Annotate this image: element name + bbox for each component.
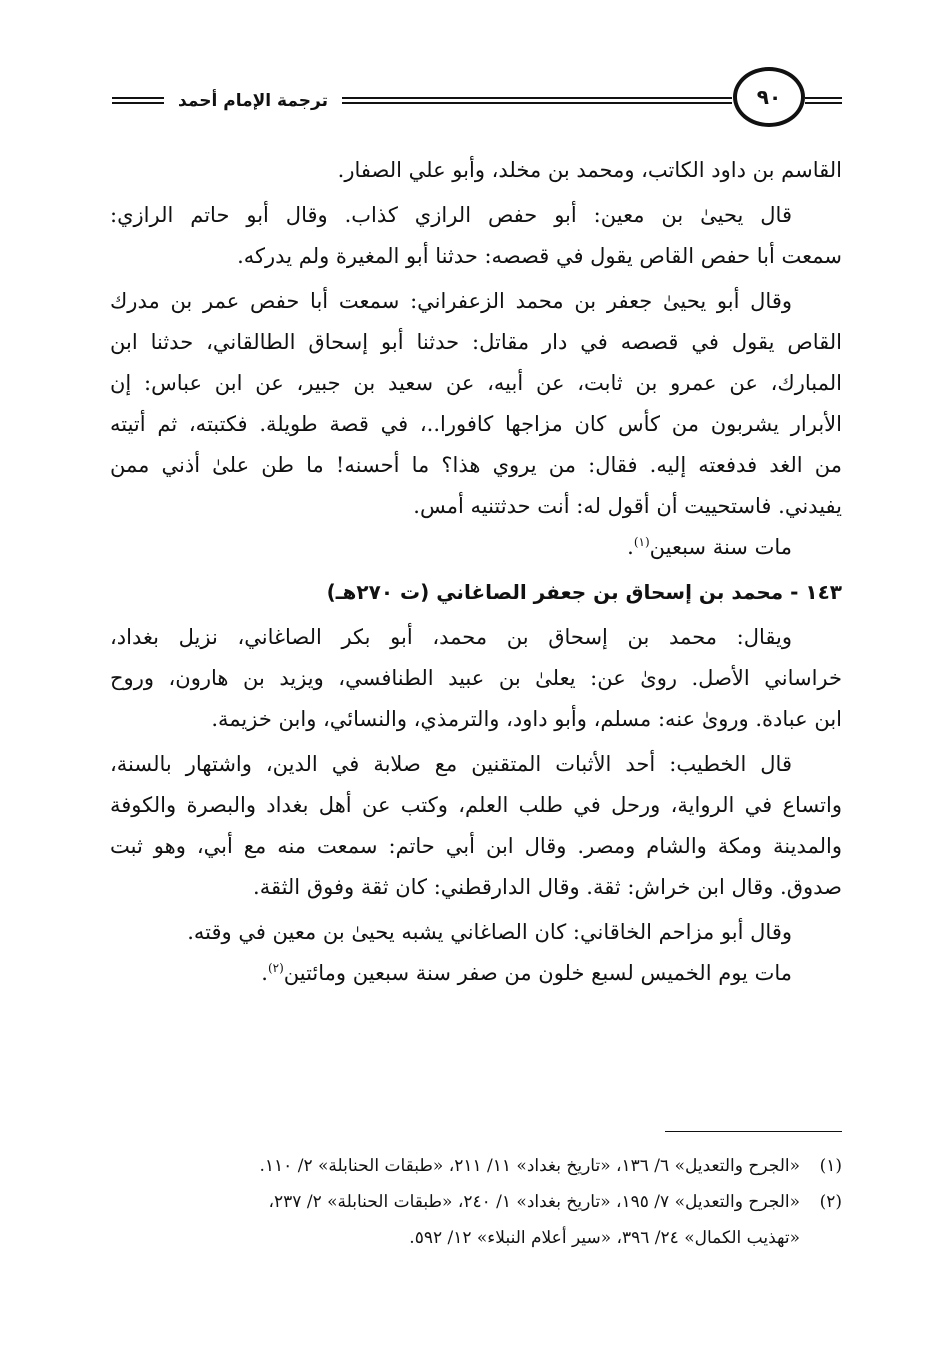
period: . (261, 961, 268, 985)
footnote (110, 1148, 842, 1184)
footnote (110, 1184, 842, 1220)
text-line: ابن عبادة. وروىٰ عنه: مسلم، وأبو داود، والترمذي، والنسائي، وابن خزيمة. (211, 707, 842, 731)
main-text (110, 150, 842, 994)
footnote-text: «الجرح والتعديل» ٦/ ١٣٦، «تاريخ بغداد» ١١/ ٢١١، «طبقات الحنابلة» ٢/ ١١٠. (259, 1156, 800, 1176)
footnote-rule (665, 1131, 842, 1132)
text-line: سمعت أبا حفص القاص يقول في قصصه: حدثنا أبو المغيرة ولم يدركه. (237, 244, 842, 268)
text-line: القاسم بن داود الكاتب، ومحمد بن مخلد، وأبو علي الصفار. (337, 158, 842, 182)
text-line: وقال أبو يحيىٰ جعفر بن محمد الزعفراني: سمعت أبا حفص عمر بن مدرك (110, 289, 792, 313)
footnote-text: «الجرح والتعديل» ٧/ ١٩٥، «تاريخ بغداد» ١/ ٢٤٠، «طبقات الحنابلة» ٢/ ٢٣٧، (268, 1192, 800, 1212)
footnotes (110, 1148, 842, 1256)
text-segment: مات يوم الخميس لسبع خلون من صفر سنة سبعين ومائتين (283, 961, 792, 985)
footnote-number: (٢) (819, 1192, 842, 1212)
text-line: خراساني الأصل. روىٰ عن: يعلىٰ بن عبيد الطنافسي، ويزيد بن هارون، وروح (110, 666, 842, 690)
text-line: الأبرار يشربون من كأس كان مزاجها كافورا..، في قصة طويلة. فكتبته، ثم أتيته (110, 412, 842, 436)
text-segment: مات سنة سبعين (649, 535, 792, 559)
header-rule-left (112, 97, 164, 104)
text-line: القاص يقول في قصصه في دار مقاتل: حدثنا أبو إسحاق الطالقاني، حدثنا ابن (110, 330, 842, 354)
header-rule-right (342, 97, 732, 104)
header-rule-tail (805, 97, 842, 104)
text-line: من الغد فدفعته إليه. فقال: من يروي هذا؟ ما أحسنه! ما طن علىٰ أذني ممن (110, 453, 842, 477)
text-line (110, 953, 842, 994)
text-line: قال يحيىٰ بن معين: أبو حفص الرازي كذاب. وقال أبو حاتم الرازي: (110, 203, 792, 227)
entry-heading: ١٤٣ - محمد بن إسحاق بن جعفر الصاغاني (ت ٢٧٠هـ) (326, 580, 842, 604)
text-line: واتساع في الرواية، ورحل في طلب العلم، وكتب عن أهل بغداد والبصرة والكوفة (110, 793, 842, 817)
running-title: ترجمة الإمام أحمد (178, 91, 328, 111)
period: . (627, 535, 634, 559)
text-line: صدوق. وقال ابن خراش: ثقة. وقال الدارقطني: كان ثقة وفوق الثقة. (253, 875, 842, 899)
footnote-mark: (١) (633, 535, 650, 549)
text-line: يفيدني. فاستحييت أن أقول له: أنت حدثتنيه أمس. (413, 494, 842, 518)
footnote-continuation: «تهذيب الكمال» ٢٤/ ٣٩٦، «سير أعلام النبلاء» ١٢/ ٥٩٢. (409, 1228, 800, 1248)
footnote-number: (١) (819, 1156, 842, 1176)
page-number: ٩٠ (756, 85, 782, 109)
text-line: قال الخطيب: أحد الأثبات المتقنين مع صلابة في الدين، واشتهار بالسنة، (110, 752, 792, 776)
page-number-oval (733, 67, 805, 127)
text-line: وقال أبو مزاحم الخاقاني: كان الصاغاني يشبه يحيىٰ بن معين في وقته. (187, 920, 792, 944)
text-line: والمدينة ومكة والشام ومصر. وقال ابن أبي حاتم: سمعت منه مع أبي، وهو ثبت (110, 834, 842, 858)
text-line (110, 527, 842, 568)
footnote-mark: (٢) (267, 961, 284, 975)
text-line: ويقال: محمد بن إسحاق بن محمد، أبو بكر الصاغاني، نزيل بغداد، (110, 625, 792, 649)
text-line: المبارك، عن عمرو بن ثابت، عن أبيه، عن سعيد بن جبير، عن ابن عباس: إن (110, 371, 842, 395)
